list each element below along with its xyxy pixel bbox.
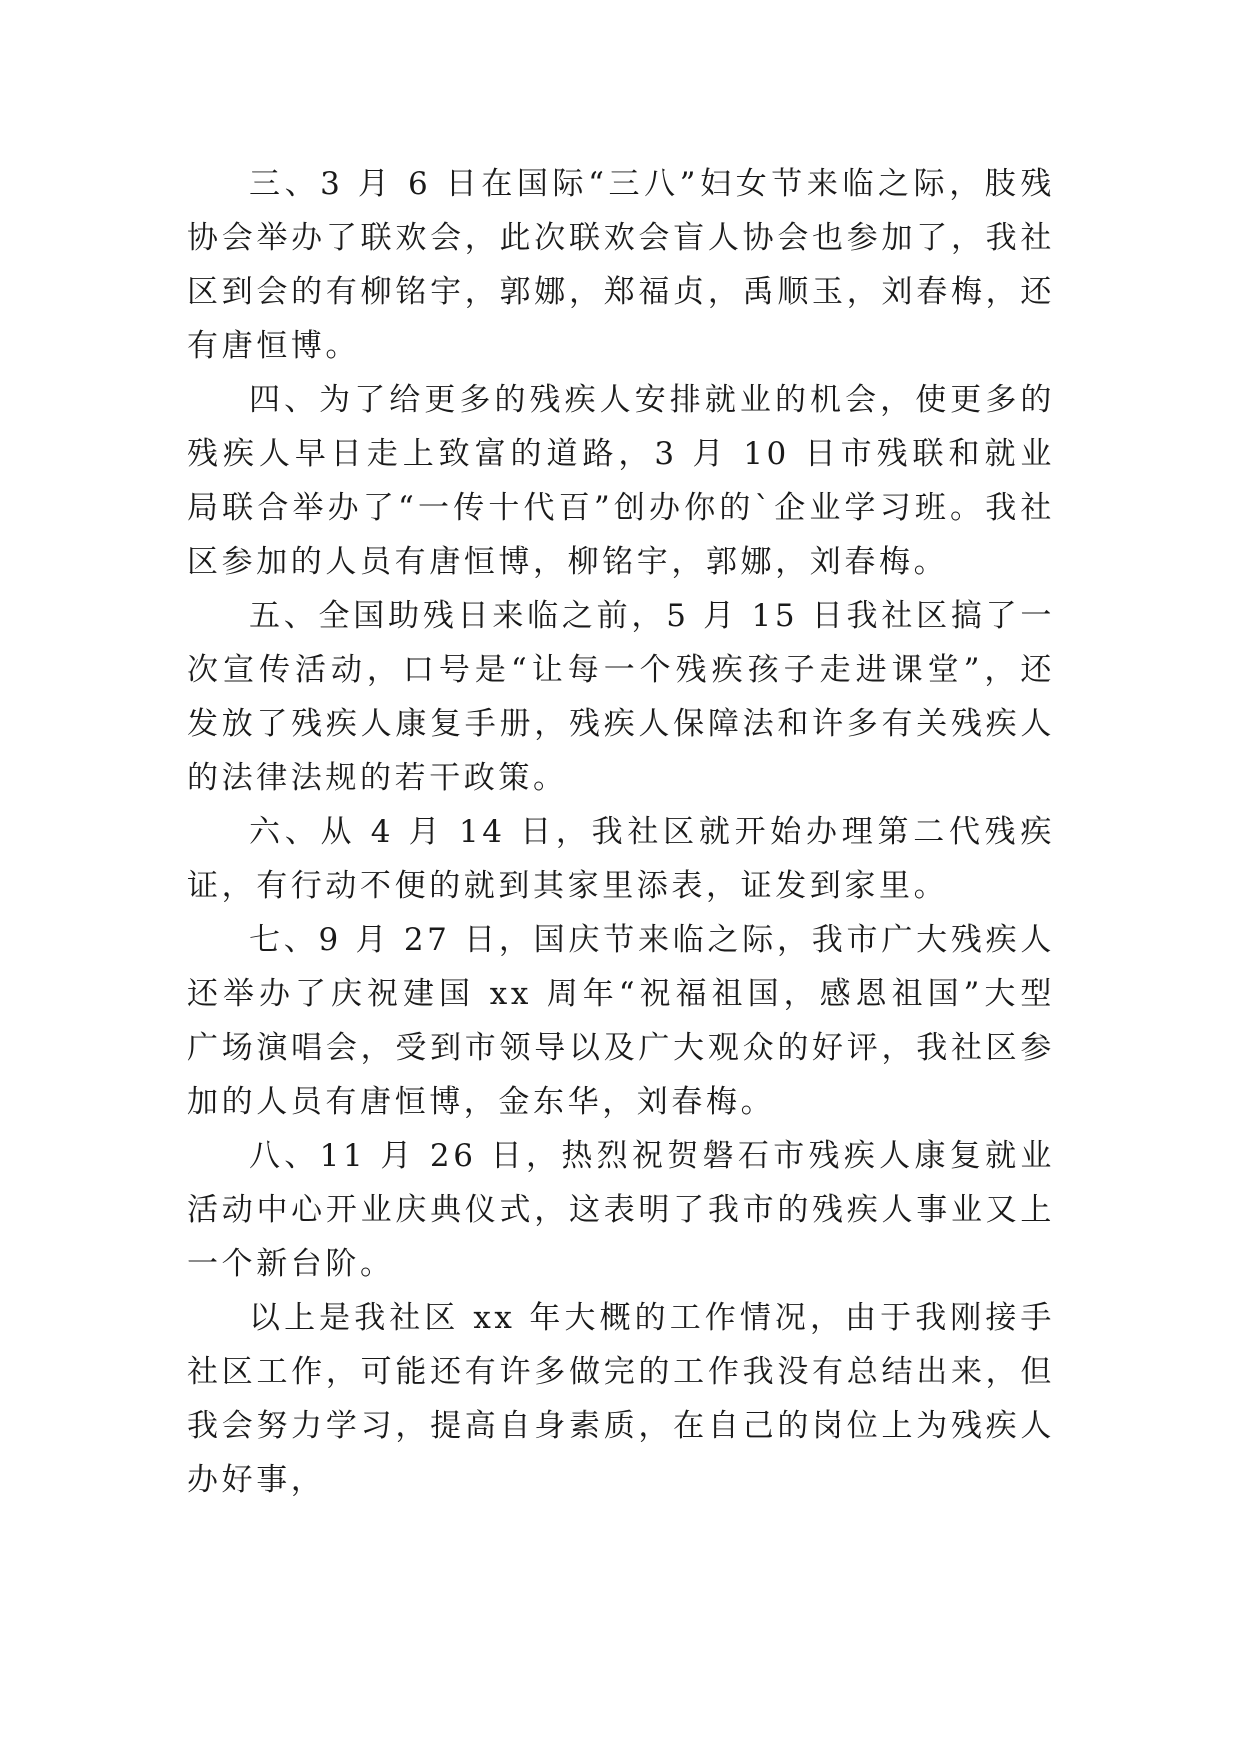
paragraph-4-employment-class: 四、为了给更多的残疾人安排就业的机会，使更多的残疾人早日走上致富的道路，3 月 10 日市残联和就业局联合举办了“一传十代百”创办你的`企业学习班。我社区参加的人员有唐恒博，柳铭宇，郭娜，刘春梅。 [187,382,1055,580]
paragraph-summary: 以上是我社区 xx 年大概的工作情况，由于我刚接手社区工作，可能还有许多做完的工作我没有总结出来，但我会努力学习，提高自身素质，在自己的岗位上为残疾人办好事， [187,1300,1055,1498]
paragraph-7-national-day: 七、9 月 27 日，国庆节来临之际，我市广大残疾人还举办了庆祝建国 xx 周年“祝福祖国，感恩祖国”大型广场演唱会，受到市领导以及广大观众的好评，我社区参加的人员有唐恒博，金东华，刘春梅。 [187,922,1055,1120]
paragraph-8-center-opening: 八、11 月 26 日，热烈祝贺磐石市残疾人康复就业活动中心开业庆典仪式，这表明了我市的残疾人事业又上一个新台阶。 [187,1138,1055,1282]
paragraph-6-disability-card: 六、从 4 月 14 日，我社区就开始办理第二代残疾证，有行动不便的就到其家里添表，证发到家里。 [187,814,1055,904]
paragraph-3-women-day: 三、3 月 6 日在国际“三八”妇女节来临之际，肢残协会举办了联欢会，此次联欢会盲人协会也参加了，我社区到会的有柳铭宇，郭娜，郑福贞，禹顺玉，刘春梅，还有唐恒博。 [187,166,1055,364]
document-body [187,157,1055,1507]
paragraph-5-disability-day: 五、全国助残日来临之前，5 月 15 日我社区搞了一次宣传活动，口号是“让每一个残疾孩子走进课堂”，还发放了残疾人康复手册，残疾人保障法和许多有关残疾人的法律法规的若干政策。 [187,598,1055,796]
